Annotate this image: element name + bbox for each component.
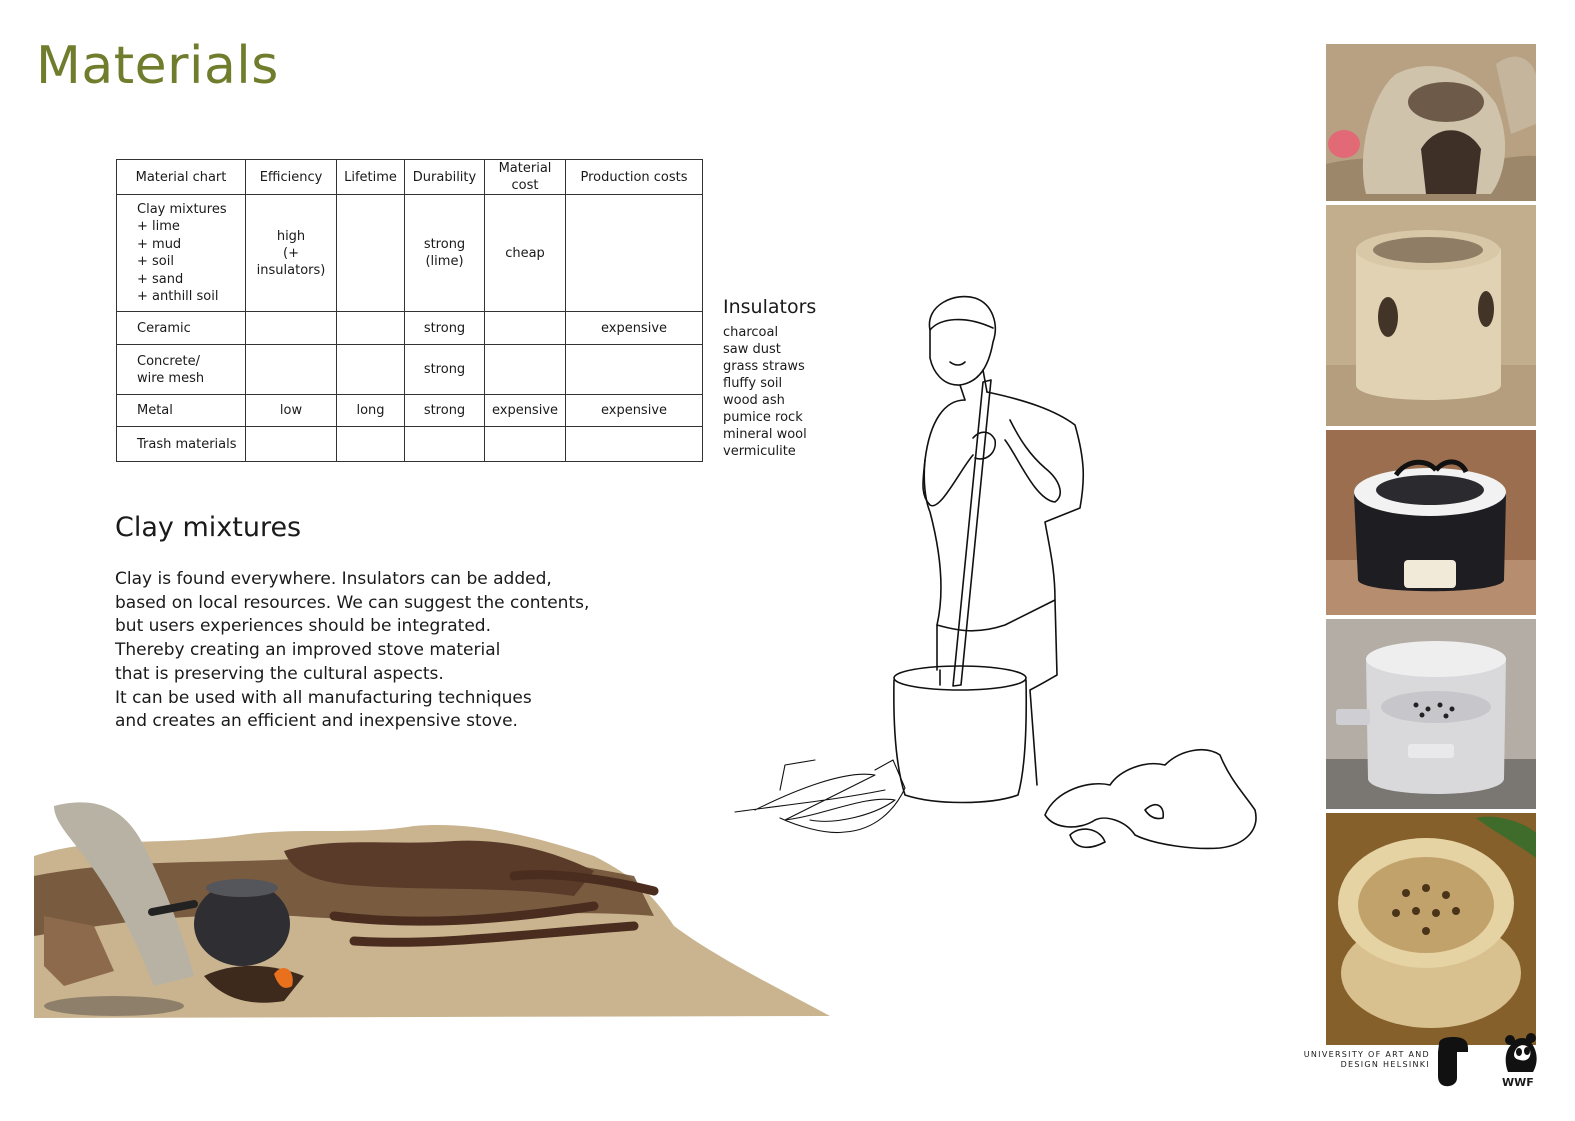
rock-detail — [1145, 805, 1163, 819]
insulators-heading: Insulators — [723, 296, 817, 318]
material-cost-cell: expensive — [485, 395, 566, 427]
table-header-row — [117, 160, 703, 195]
material-name-cell — [117, 345, 246, 395]
metal-stove-photo — [1326, 430, 1536, 615]
list-item: pumice rock — [723, 410, 803, 425]
paragraph-line: but users experiences should be integrated. — [115, 616, 491, 637]
head-outline — [929, 297, 995, 386]
lifetime-cell — [337, 427, 405, 462]
material-chart-table — [116, 159, 703, 462]
list-item: mineral wool — [723, 427, 807, 442]
efficiency-cell — [246, 195, 337, 312]
paragraph-line: based on local resources. We can suggest the contents, — [115, 592, 590, 613]
durability-cell — [405, 427, 485, 462]
table-row — [117, 345, 703, 395]
efficiency-cell — [246, 312, 337, 345]
university-name-line: UNIVERSITY OF ART AND — [1303, 1050, 1430, 1059]
list-item: Clay mixtures — [137, 201, 227, 217]
clay-mixtures-heading: Clay mixtures — [115, 512, 302, 543]
rocks-outline — [1045, 750, 1256, 849]
mortar-body — [894, 680, 1026, 803]
list-item: + lime — [137, 219, 180, 234]
paragraph-line: It can be used with all manufacturing techniques — [115, 687, 532, 708]
table-header: Lifetime — [337, 160, 405, 195]
closed-eye — [950, 362, 965, 365]
list-item: + mud — [137, 236, 182, 252]
list-item: + anthill soil — [137, 289, 219, 304]
material-name-line: Concrete/ — [137, 353, 200, 369]
cell-value: high — [276, 228, 306, 244]
right-arm-outline — [1005, 420, 1060, 502]
production-costs-cell — [566, 345, 703, 395]
durability-cell: strong — [405, 395, 485, 427]
pestle-outline — [953, 380, 991, 686]
material-cost-cell: cheap — [485, 195, 566, 312]
efficiency-cell — [246, 427, 337, 462]
lifetime-cell — [337, 195, 405, 312]
production-costs-cell: expensive — [566, 395, 703, 427]
table-header: Efficiency — [246, 160, 337, 195]
material-name-cell: Ceramic — [117, 312, 246, 345]
university-t-logo-icon — [1435, 1036, 1471, 1088]
lifetime-cell — [337, 345, 405, 395]
small-rock-outline — [1070, 829, 1105, 847]
material-cost-cell — [485, 345, 566, 395]
wwf-panda-logo-icon — [1500, 1032, 1540, 1074]
university-name-line: DESIGN HELSINKI — [1340, 1060, 1430, 1069]
ceramic-liner-photo — [1326, 813, 1536, 1045]
paragraph-line: Thereby creating an improved stove material — [115, 640, 501, 661]
material-cost-cell — [485, 312, 566, 345]
clay-additive-list — [137, 201, 243, 306]
shirt-outline — [924, 392, 1083, 631]
list-item: wood ash — [723, 393, 785, 408]
wwf-logo-text: WWF — [1502, 1076, 1534, 1089]
lifetime-cell — [337, 312, 405, 345]
paragraph-line: Clay is found everywhere. Insulators can be added, — [115, 569, 552, 589]
list-item: grass straws — [723, 359, 805, 374]
material-name-cell: Metal — [117, 395, 246, 427]
stove-photo-column — [1326, 44, 1536, 1049]
efficiency-cell — [246, 345, 337, 395]
production-costs-cell — [566, 195, 703, 312]
material-name-cell — [117, 195, 246, 312]
page-title: Materials — [36, 36, 279, 96]
durability-cell: strong — [405, 345, 485, 395]
left-arm-outline — [923, 455, 973, 506]
material-name-cell: Trash materials — [117, 427, 246, 462]
list-item: + soil — [137, 254, 174, 269]
cell-note: (lime) — [425, 254, 464, 269]
table-row — [117, 395, 703, 427]
lifetime-cell: long — [337, 395, 405, 427]
paragraph-line: and creates an efficient and inexpensive stove. — [115, 711, 518, 732]
clay-mixtures-paragraph — [115, 568, 589, 734]
table-row — [117, 195, 703, 312]
table-header: Material cost — [485, 160, 566, 195]
list-item: vermiculite — [723, 444, 796, 459]
table-header: Durability — [405, 160, 485, 195]
table-row — [117, 427, 703, 462]
cell-note: (+ insulators) — [256, 245, 326, 278]
efficiency-cell: low — [246, 395, 337, 427]
cooking-fire-photo — [34, 796, 830, 1018]
table-header: Material chart — [117, 160, 246, 195]
production-costs-cell — [566, 427, 703, 462]
material-cost-cell — [485, 427, 566, 462]
cell-value: strong — [423, 237, 466, 252]
list-item: fluffy soil — [723, 376, 783, 391]
list-item: saw dust — [723, 342, 781, 357]
material-name-line: wire mesh — [137, 370, 205, 386]
hair-line — [930, 320, 993, 330]
clay-stove-photo — [1326, 44, 1536, 201]
durability-cell: strong — [405, 312, 485, 345]
durability-cell — [405, 195, 485, 312]
production-costs-cell: expensive — [566, 312, 703, 345]
list-item: + sand — [137, 271, 184, 287]
table-header: Production costs — [566, 160, 703, 195]
university-logo-text — [1290, 1050, 1430, 1070]
list-item: charcoal — [723, 325, 779, 340]
aluminium-stove-photo — [1326, 619, 1536, 809]
table-row — [117, 312, 703, 345]
person-pounding-mortar-illustration — [725, 290, 1270, 865]
paragraph-line: that is preserving the cultural aspects. — [115, 663, 444, 684]
mortar-rim — [894, 666, 1026, 690]
ceramic-stove-photo — [1326, 205, 1536, 426]
